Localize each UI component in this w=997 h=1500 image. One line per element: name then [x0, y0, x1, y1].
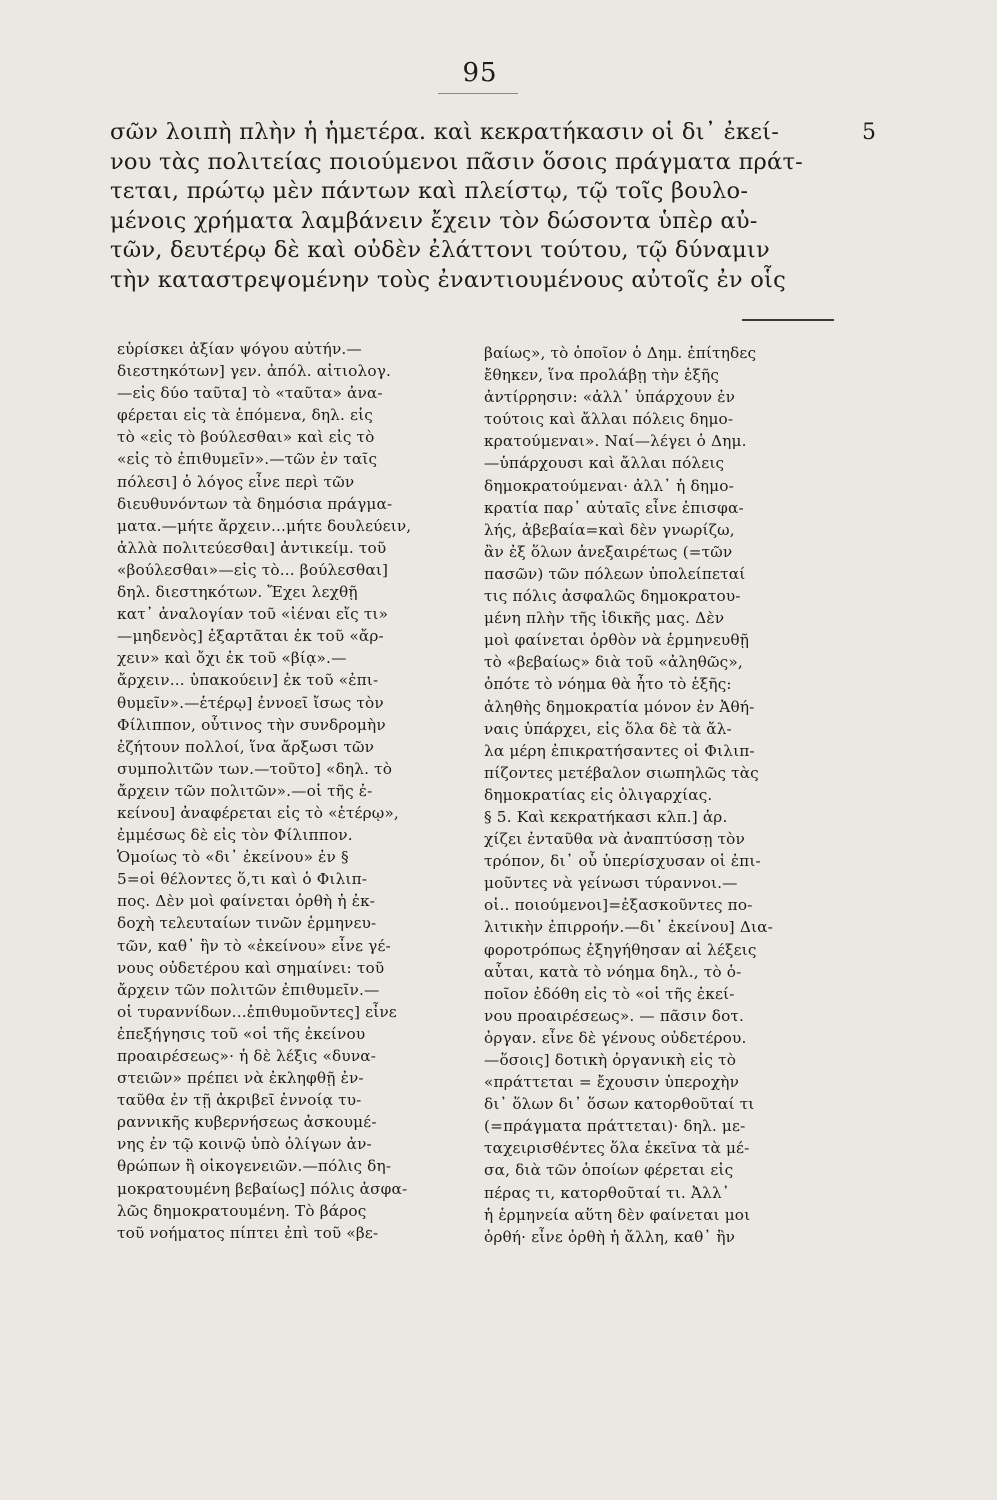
commentary-line: μοκρατουμένη βεβαίως] πόλις ἀσφα- — [117, 1179, 408, 1198]
commentary-line: κείνου] ἀναφέρεται εἰς τὸ «ἑτέρῳ», — [117, 803, 399, 822]
commentary-line: προαιρέσεως»· ἡ δὲ λέξις «δυνα- — [117, 1047, 377, 1065]
commentary-line: δημοκρατούμεναι· ἀλλ᾽ ἡ δημο- — [484, 476, 734, 495]
commentary-line: ἀληθὴς δημοκρατία μόνον ἐν Ἀθή- — [484, 697, 755, 716]
commentary-line: τις πόλις ἀσφαλῶς δημοκρατου- — [484, 587, 741, 606]
line-marker: 5 — [862, 120, 876, 145]
commentary-line: τοῦ νοήματος πίπτει ἐπὶ τοῦ «βε- — [117, 1223, 379, 1242]
commentary-line: νης ἐν τῷ κοινῷ ὑπὸ ὀλίγων ἀν- — [117, 1135, 372, 1154]
commentary-right-column — [484, 342, 834, 1248]
commentary-line: ἀντίρρησιν: «ἀλλ᾽ ὑπάρχουν ἐν — [484, 388, 736, 407]
commentary-line: φοροτρόπως ἐξηγήθησαν αἱ λέξεις — [484, 940, 757, 959]
main-greek-text — [110, 118, 850, 295]
commentary-line: χειν» καὶ ὄχι ἐκ τοῦ «βίᾳ».— — [117, 649, 347, 668]
commentary-line: ὀρθή· εἶνε ὀρθὴ ἡ ἄλλη, καθ᾽ ἣν — [484, 1227, 736, 1246]
commentary-line: λα μέρη ἐπικρατήσαντες οἱ Φιλιπ- — [484, 741, 755, 760]
commentary-line: ἄρχειν τῶν πολιτῶν ἐπιθυμεῖν.— — [117, 980, 380, 999]
commentary-line: διεστηκότων] γεν. ἀπόλ. αἰτιολογ. — [117, 362, 391, 381]
commentary-line: ὁπότε τὸ νόημα θὰ ἦτο τὸ ἑξῆς: — [484, 675, 732, 694]
commentary-line: λῶς δημοκρατουμένη. Τὸ βάρος — [117, 1201, 367, 1220]
commentary-line: —εἰς δύο ταῦτα] τὸ «ταῦτα» ἀνα- — [117, 384, 383, 403]
commentary-left-column — [117, 338, 462, 1244]
commentary-line: ματα.—μήτε ἄρχειν...μήτε δουλεύειν, — [117, 516, 412, 535]
commentary-line: μοῦντες νὰ γείνωσι τύραννοι.— — [484, 874, 738, 893]
main-text-line: τεται, πρώτῳ μὲν πάντων καὶ πλείστῳ, τῷ τοῖς βουλο- — [110, 178, 749, 204]
commentary-line: πασῶν) τῶν πόλεων ὑπολείπεταί — [484, 564, 746, 583]
main-text-line: νου τὰς πολιτείας ποιούμενοι πᾶσιν ὅσοις πράγματα πράτ- — [110, 148, 803, 175]
commentary-line: νου προαιρέσεως». — πᾶσιν δοτ. — [484, 1006, 745, 1025]
commentary-line: συμπολιτῶν των.—τοῦτο] «δηλ. τὸ — [117, 759, 393, 778]
page-number: 95 — [462, 58, 498, 88]
commentary-line: τὸ «βεβαίως» διὰ τοῦ «ἀληθῶς», — [484, 653, 743, 672]
commentary-line: δηλ. διεστηκότων. Ἔχει λεχθῇ — [117, 583, 358, 602]
commentary-line: (=πράγματα πράττεται)· δηλ. με- — [484, 1117, 746, 1136]
commentary-line: 5=οἱ θέλοντες ὅ,τι καὶ ὁ Φιλιπ- — [117, 870, 368, 889]
separator-rule — [742, 319, 834, 321]
commentary-line: πέρας τι, κατορθοῦταί τι. Ἀλλ᾽ — [484, 1183, 730, 1202]
commentary-line: ναις ὑπάρχει, εἰς ὅλα δὲ τὰ ἄλ- — [484, 719, 732, 738]
commentary-line: —ὅσοις] δοτικὴ ὀργανικὴ εἰς τὸ — [484, 1051, 737, 1069]
commentary-line: κρατούμεναι». Ναί—λέγει ὁ Δημ. — [484, 432, 747, 451]
commentary-line: Ὁμοίως τὸ «δι᾽ ἐκείνου» ἐν § — [117, 848, 349, 867]
commentary-line: δημοκρατίας εἰς ὀλιγαρχίας. — [484, 785, 713, 804]
commentary-line: αὗται, κατὰ τὸ νόημα δηλ., τὸ ὁ- — [484, 962, 742, 981]
main-text-line: τὴν καταστρεψομένην τοὺς ἐναντιουμένους αὐτοῖς ἐν οἷς — [110, 266, 786, 293]
page-number-rule — [438, 93, 518, 94]
commentary-line: εὑρίσκει ἀξίαν ψόγου αὐτήν.— — [117, 340, 362, 358]
commentary-line: διευθυνόντων τὰ δημόσια πράγμα- — [117, 494, 393, 513]
commentary-line: βαίως», τὸ ὁποῖον ὁ Δημ. ἐπίτηδες — [484, 344, 757, 362]
commentary-line: πόλεσι] ὁ λόγος εἶνε περὶ τῶν — [117, 472, 355, 491]
commentary-line: § 5. Καὶ κεκρατήκασι κλπ.] ἀρ. — [484, 807, 728, 826]
commentary-line: ἔθηκεν, ἵνα προλάβῃ τὴν ἑξῆς — [484, 366, 720, 385]
commentary-line: δι᾽ ὅλων δι᾽ ὅσων κατορθοῦταί τι — [484, 1095, 755, 1114]
commentary-line: ραννικῆς κυβερνήσεως ἀσκουμέ- — [117, 1113, 377, 1132]
commentary-line: ἀλλὰ πολιτεύεσθαι] ἀντικείμ. τοῦ — [117, 538, 387, 557]
commentary-line: ἄρχειν τῶν πολιτῶν».—οἱ τῆς ἐ- — [117, 781, 373, 800]
commentary-line: ἡ ἑρμηνεία αὕτη δὲν φαίνεται μοι — [484, 1205, 751, 1224]
main-text-line: μένοις χρήματα λαμβάνειν ἔχειν τὸν δώσοντα ὑπὲρ αὐ- — [110, 207, 758, 234]
commentary-line: θυμεῖν».—ἑτέρῳ] ἐννοεῖ ἴσως τὸν — [117, 693, 384, 712]
commentary-line: νους οὐδετέρου καὶ σημαίνει: τοῦ — [117, 958, 385, 977]
commentary-line: λιτικὴν ἐπιρροήν.—δι᾽ ἐκείνου] Δια- — [484, 918, 773, 937]
commentary-line: ἐπεξήγησις τοῦ «οἱ τῆς ἐκείνου — [117, 1024, 366, 1043]
commentary-line: λής, ἀβεβαία=καὶ δὲν γνωρίζω, — [484, 520, 735, 539]
commentary-line: τούτοις καὶ ἄλλαι πόλεις δημο- — [484, 410, 734, 429]
main-text-line: σῶν λοιπὴ πλὴν ἡ ἡμετέρα. καὶ κεκρατήκασιν οἱ δι᾽ ἐκεί- — [110, 119, 780, 145]
commentary-line: τρόπον, δι᾽ οὗ ὑπερίσχυσαν οἱ ἐπι- — [484, 852, 761, 871]
commentary-line: ὀργαν. εἶνε δὲ γένους οὐδετέρου. — [484, 1028, 747, 1047]
commentary-line: Φίλιππον, οὗτινος τὴν συνδρομὴν — [117, 715, 386, 734]
commentary-line: ἐμμέσως δὲ εἰς τὸν Φίλιππον. — [117, 826, 353, 845]
commentary-line: δοχὴ τελευταίων τινῶν ἑρμηνευ- — [117, 914, 377, 933]
commentary-line: τῶν, καθ᾽ ἣν τὸ «ἐκείνου» εἶνε γέ- — [117, 936, 391, 955]
commentary-line: «πράττεται = ἔχουσιν ὑπεροχὴν — [484, 1073, 740, 1092]
commentary-line: οἱ τυραννίδων...ἐπιθυμοῦντες] εἶνε — [117, 1002, 397, 1021]
commentary-line: πίζοντες μετέβαλον σιωπηλῶς τὰς — [484, 763, 759, 782]
commentary-line: «βούλεσθαι»—εἰς τὸ... βούλεσθαι] — [117, 560, 389, 579]
commentary-line: ἂν ἐξ ὅλων ἀνεξαιρέτως (=τῶν — [484, 542, 733, 561]
commentary-line: ταῦθα ἐν τῇ ἀκριβεῖ ἐννοίᾳ τυ- — [117, 1091, 362, 1110]
commentary-line: τὸ «εἰς τὸ βούλεσθαι» καὶ εἰς τὸ — [117, 428, 375, 447]
commentary-line: κρατία παρ᾽ αὐταῖς εἶνε ἐπισφα- — [484, 498, 744, 517]
commentary-line: θρώπων ἢ οἰκογενειῶν.—πόλις δη- — [117, 1157, 392, 1176]
commentary-line: φέρεται εἰς τὰ ἑπόμενα, δηλ. εἰς — [117, 406, 373, 425]
commentary-line: «εἰς τὸ ἐπιθυμεῖν».—τῶν ἐν ταῖς — [117, 450, 378, 469]
commentary-line: πος. Δὲν μοὶ φαίνεται ὀρθὴ ἡ ἐκ- — [117, 892, 376, 911]
commentary-line: στειῶν» πρέπει νὰ ἐκληφθῇ ἐν- — [117, 1069, 364, 1088]
main-text-line: τῶν, δευτέρῳ δὲ καὶ οὐδὲν ἐλάττονι τούτου, τῷ δύναμιν — [110, 237, 770, 263]
commentary-line: μένη πλὴν τῆς ἰδικῆς μας. Δὲν — [484, 609, 725, 628]
commentary-line: ποῖον ἐδόθη εἰς τὸ «οἱ τῆς ἐκεί- — [484, 984, 735, 1003]
commentary-line: ταχειρισθέντες ὅλα ἐκεῖνα τὰ μέ- — [484, 1139, 750, 1158]
commentary-line: μοὶ φαίνεται ὀρθὸν νὰ ἑρμηνευθῇ — [484, 631, 750, 650]
commentary-line: —ὑπάρχουσι καὶ ἄλλαι πόλεις — [484, 454, 725, 473]
commentary-line: —μηδενὸς] ἐξαρτᾶται ἐκ τοῦ «ἄρ- — [117, 627, 384, 646]
commentary-line: οἱ.. ποιούμενοι]=ἐξασκοῦντες πο- — [484, 896, 753, 915]
commentary-line: κατ᾽ ἀναλογίαν τοῦ «ἰέναι εἴς τι» — [117, 605, 389, 624]
commentary-line: ἄρχειν... ὑπακούειν] ἐκ τοῦ «ἐπι- — [117, 671, 379, 690]
commentary-line: ἐζήτουν πολλοί, ἵνα ἄρξωσι τῶν — [117, 737, 375, 756]
commentary-line: χίζει ἐνταῦθα νὰ ἀναπτύσσῃ τὸν — [484, 830, 745, 849]
commentary-line: σα, διὰ τῶν ὁποίων φέρεται εἰς — [484, 1161, 734, 1180]
